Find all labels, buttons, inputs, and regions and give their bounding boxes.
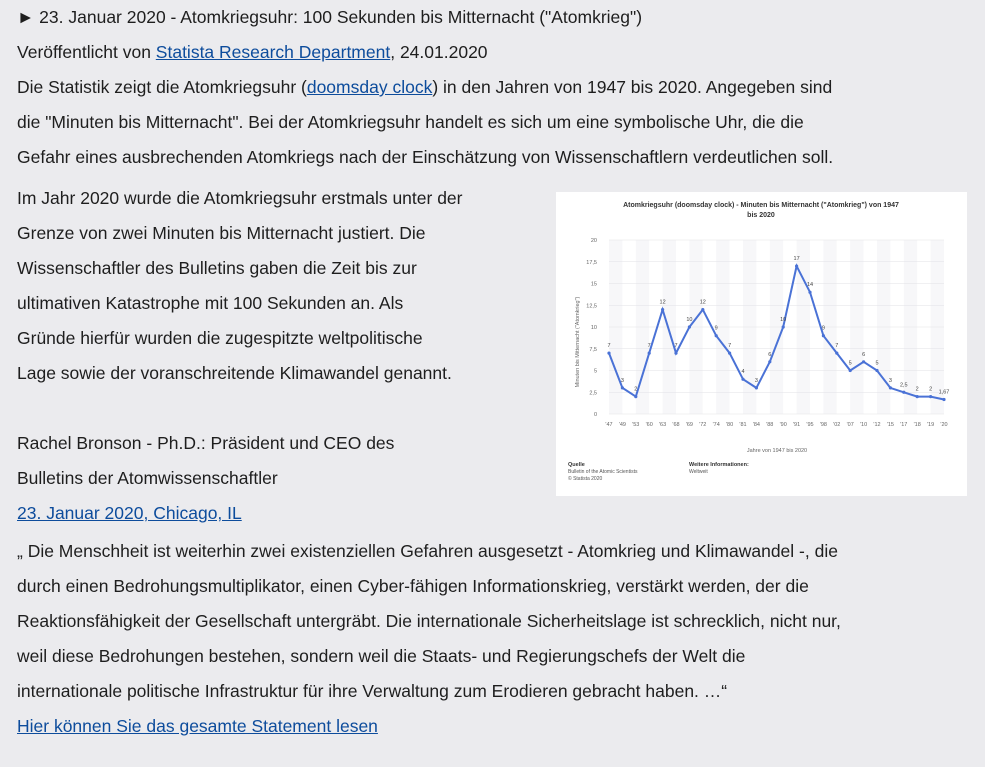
intro-text-a: Die Statistik zeigt die Atomkriegsuhr ( [17, 77, 307, 97]
x-tick-label: '81 [739, 422, 747, 428]
x-tick-label: '53 [632, 422, 640, 428]
info-line-1: Weltweit [689, 469, 708, 475]
data-label: 6 [768, 351, 772, 358]
data-point [755, 386, 758, 389]
y-tick-label: 20 [590, 238, 597, 244]
data-label: 9 [821, 325, 825, 332]
x-tick-label: '02 [833, 422, 841, 428]
y-tick-label: 12,5 [586, 303, 597, 310]
source-title: Quelle [568, 462, 585, 468]
x-tick-label: '90 [779, 422, 787, 428]
left-text-line: Wissenschaftler des Bulletins gaben die Zeit bis zur [17, 258, 417, 278]
data-label: 7 [835, 343, 839, 350]
source-line-2: © Statista 2020 [568, 476, 603, 482]
author-link[interactable]: Statista Research Department [155, 42, 391, 62]
source-line-1: Bulletin of the Atomic Scientists [568, 469, 638, 475]
x-axis-ticks [605, 422, 947, 428]
x-tick-label: '10 [860, 422, 868, 428]
data-point [902, 391, 905, 394]
data-label: 7 [674, 343, 678, 350]
data-point [835, 352, 838, 355]
data-point [715, 334, 718, 337]
data-point [741, 378, 744, 381]
data-point [875, 369, 878, 372]
data-point [782, 325, 785, 328]
left-column [17, 181, 552, 531]
quote-block [17, 534, 972, 744]
x-tick-label: '95 [806, 422, 814, 428]
x-tick-label: '12 [873, 422, 881, 428]
data-point [942, 398, 945, 401]
data-label: 3 [620, 377, 624, 384]
data-label: 5 [875, 360, 879, 367]
quote-line: weil diese Bedrohungen bestehen, sondern weil die Staats- und Regierungschefs der Welt die [17, 646, 746, 666]
data-point [674, 352, 677, 355]
data-point [808, 291, 811, 294]
data-point [862, 360, 865, 363]
quote-line: durch einen Bedrohungsmultiplikator, einen Cyber-fähigen Informationskrieg, verstärkt werden, der die [17, 576, 809, 596]
x-tick-label: '63 [659, 422, 667, 428]
data-point [661, 308, 664, 311]
y-tick-label: 17,5 [586, 259, 597, 266]
x-tick-label: '20 [940, 422, 948, 428]
statement-date-link[interactable]: 23. Januar 2020, Chicago, IL [17, 503, 242, 523]
left-text-line: Lage sowie der voranschreitende Klimawandel genannt. [17, 363, 452, 383]
x-axis-label: Jahre von 1947 bis 2020 [746, 448, 808, 454]
data-point [822, 334, 825, 337]
article-heading: ► 23. Januar 2020 - Atomkriegsuhr: 100 Sekunden bis Mitternacht ("Atomkrieg") [17, 7, 643, 27]
spacer [17, 391, 552, 426]
chart-image[interactable] [556, 192, 967, 496]
y-tick-label: 2,5 [589, 390, 597, 397]
data-point [795, 265, 798, 268]
data-point [621, 386, 624, 389]
data-label: 7 [647, 343, 651, 350]
x-tick-label: '88 [766, 422, 774, 428]
data-label: 2 [929, 386, 933, 393]
chart-title-line-2: bis 2020 [747, 212, 775, 219]
data-label: 1,67 [938, 389, 950, 396]
quote-line: Reaktionsfähigkeit der Gesellschaft untergräbt. Die internationale Sicherheitslage ist schrecklich, nicht nur, [17, 611, 841, 631]
data-label: 5 [848, 360, 852, 367]
x-tick-label: '69 [685, 422, 693, 428]
x-tick-label: '80 [726, 422, 734, 428]
data-label: 3 [754, 377, 758, 384]
data-point [889, 386, 892, 389]
data-label: 14 [806, 282, 814, 289]
y-tick-label: 7,5 [589, 346, 597, 353]
doomsday-clock-link[interactable]: doomsday clock [306, 77, 433, 97]
left-text-line: Grenze von zwei Minuten bis Mitternacht justiert. Die [17, 223, 426, 243]
data-point [768, 360, 771, 363]
data-label: 4 [741, 369, 745, 376]
x-tick-label: '47 [605, 422, 613, 428]
left-text-line: ultimativen Katastrophe mit 100 Sekunden an. Als [17, 293, 404, 313]
data-point [607, 352, 610, 355]
x-tick-label: '17 [900, 422, 908, 428]
x-tick-label: '07 [846, 422, 854, 428]
intro-text-b: ) in den Jahren von 1947 bis 2020. Angegeben sind [432, 77, 833, 97]
y-tick-label: 15 [590, 281, 597, 288]
chart-title-line-1: Atomkriegsuhr (doomsday clock) - Minuten bis Mitternacht ("Atomkrieg") von 1947 [623, 202, 899, 209]
data-label: 10 [780, 317, 787, 323]
data-label: 2 [915, 386, 919, 393]
x-tick-label: '74 [712, 422, 720, 428]
data-point [728, 352, 731, 355]
data-label: 3 [888, 377, 892, 384]
left-text-line: Im Jahr 2020 wurde die Atomkriegsuhr erstmals unter der [17, 188, 463, 208]
data-point [849, 369, 852, 372]
y-tick-label: 10 [590, 325, 597, 331]
data-point [648, 352, 651, 355]
x-tick-label: '19 [927, 422, 935, 428]
byline-date: , 24.01.2020 [390, 42, 488, 62]
intro-line-2: die "Minuten bis Mitternacht". Bei der Atomkriegsuhr handelt es sich um eine symbolische Uhr, die die [17, 112, 804, 132]
byline-prefix: Veröffentlicht von [17, 42, 156, 62]
data-label: 2,5 [899, 382, 908, 389]
x-tick-label: '60 [645, 422, 653, 428]
x-tick-label: '72 [699, 422, 707, 428]
data-label: 17 [793, 256, 800, 263]
data-point [688, 325, 691, 328]
data-label: 10 [686, 317, 693, 323]
quote-line: „ Die Menschheit ist weiterhin zwei existenziellen Gefahren ausgesetzt - Atomkrieg und Klimawandel -, die [17, 541, 838, 561]
intro-line-1 [17, 70, 972, 105]
data-point [929, 395, 932, 398]
x-tick-label: '68 [672, 422, 680, 428]
full-statement-link[interactable]: Hier können Sie das gesamte Statement lesen [17, 716, 378, 736]
data-point [916, 395, 919, 398]
data-label: 9 [714, 325, 718, 332]
x-tick-label: '98 [819, 422, 827, 428]
x-tick-label: '18 [913, 422, 921, 428]
data-label: 2 [634, 386, 638, 393]
chart-grid [609, 240, 944, 414]
quote-line: internationale politische Infrastruktur für ihre Verwaltung zum Erodieren gebracht haben. …“ [17, 681, 728, 701]
data-label: 6 [862, 351, 866, 358]
info-title: Weitere Informationen: [689, 462, 749, 468]
left-text-line: Gründe hierfür wurden die zugespitzte weltpolitische [17, 328, 423, 348]
data-label: 7 [607, 343, 611, 350]
byline [17, 35, 972, 70]
x-tick-label: '49 [618, 422, 626, 428]
y-axis-ticks [586, 238, 597, 418]
x-tick-label: '84 [752, 422, 760, 428]
data-point [701, 308, 704, 311]
data-point [634, 395, 637, 398]
y-tick-label: 5 [593, 368, 597, 375]
author-org: Bulletins der Atomwissenschaftler [17, 468, 278, 488]
x-tick-label: '91 [793, 422, 801, 428]
data-label: 12 [659, 299, 666, 306]
data-label: 12 [699, 299, 706, 306]
intro-line-3: Gefahr eines ausbrechenden Atomkriegs nach der Einschätzung von Wissenschaftlern verdeutlichen soll. [17, 147, 834, 167]
y-axis-label: Minuten bis Mitternacht ("Atomkrieg") [575, 296, 581, 388]
y-tick-label: 0 [593, 412, 597, 418]
data-label: 7 [728, 343, 732, 350]
doomsday-clock-chart [556, 192, 967, 496]
x-tick-label: '15 [886, 422, 894, 428]
author-name: Rachel Bronson - Ph.D.: Präsident und CEO des [17, 433, 395, 453]
